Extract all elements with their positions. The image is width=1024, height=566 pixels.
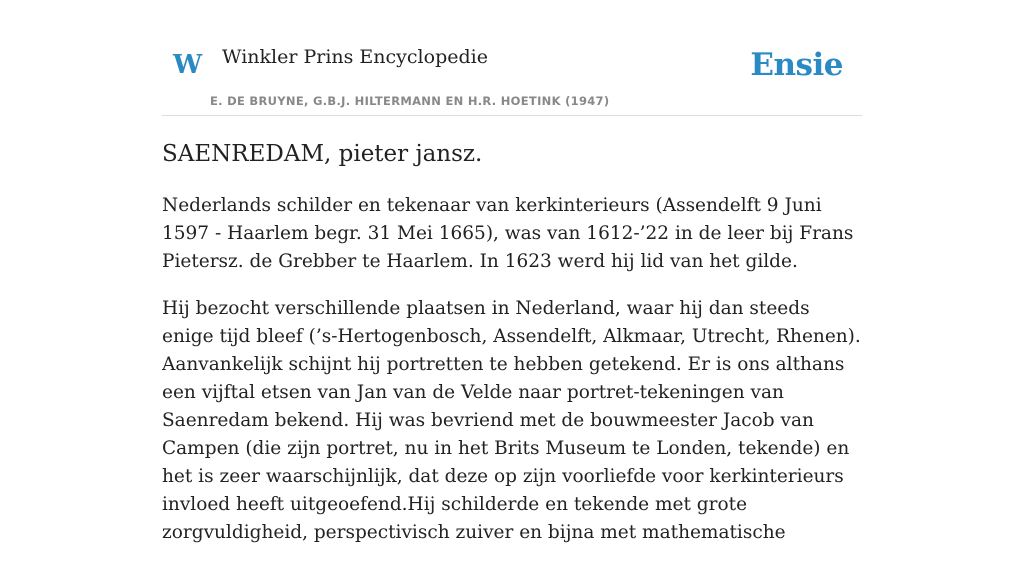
ensie-logo[interactable]: Ensie [750, 47, 843, 83]
source-title[interactable]: Winkler Prins Encyclopedie [222, 46, 488, 68]
entry-paragraph-1: Nederlands schilder en tekenaar van kerkinterieurs (Assendelft 9 Juni 1597 - Haarlem begr. 31 Mei 1665), was van 1612-’22 in de leer bij Frans Pietersz. de Grebber te Haarlem. In 1623 werd hij lid van het gilde. [162, 194, 854, 272]
source-header [162, 0, 862, 116]
entry-paragraph-2: Hij bezocht verschillende plaatsen in Nederland, waar hij dan steeds enige tijd bleef (’s-Hertogenbosch, Assendelft, Alkmaar, Utrecht, Rhenen). Aanvankelijk schijnt hij portretten te hebben getekend. Er is ons althans een vijftal etsen van Jan van de Velde naar portret-tekeningen van Saenredam bekend. Hij was bevriend met de bouwmeester Jacob van Campen (die zijn portret, nu in het Brits Museum te Londen, tekende) en het is zeer waarschijnlijk, dat deze op zijn voorliefde voor kerkinterieurs invloed heeft uitgeoefend.Hij schilderde en tekende met grote zorgvuldigheid, perspectivisch zuiver en bijna met mathematische [162, 297, 861, 543]
entry-content [162, 140, 862, 566]
entry-title: SAENREDAM, pieter jansz. [162, 141, 483, 167]
winkler-prins-logo[interactable]: W [173, 50, 203, 80]
source-authors: E. DE BRUYNE, G.B.J. HILTERMANN EN H.R. HOETINK (1947) [210, 94, 610, 108]
